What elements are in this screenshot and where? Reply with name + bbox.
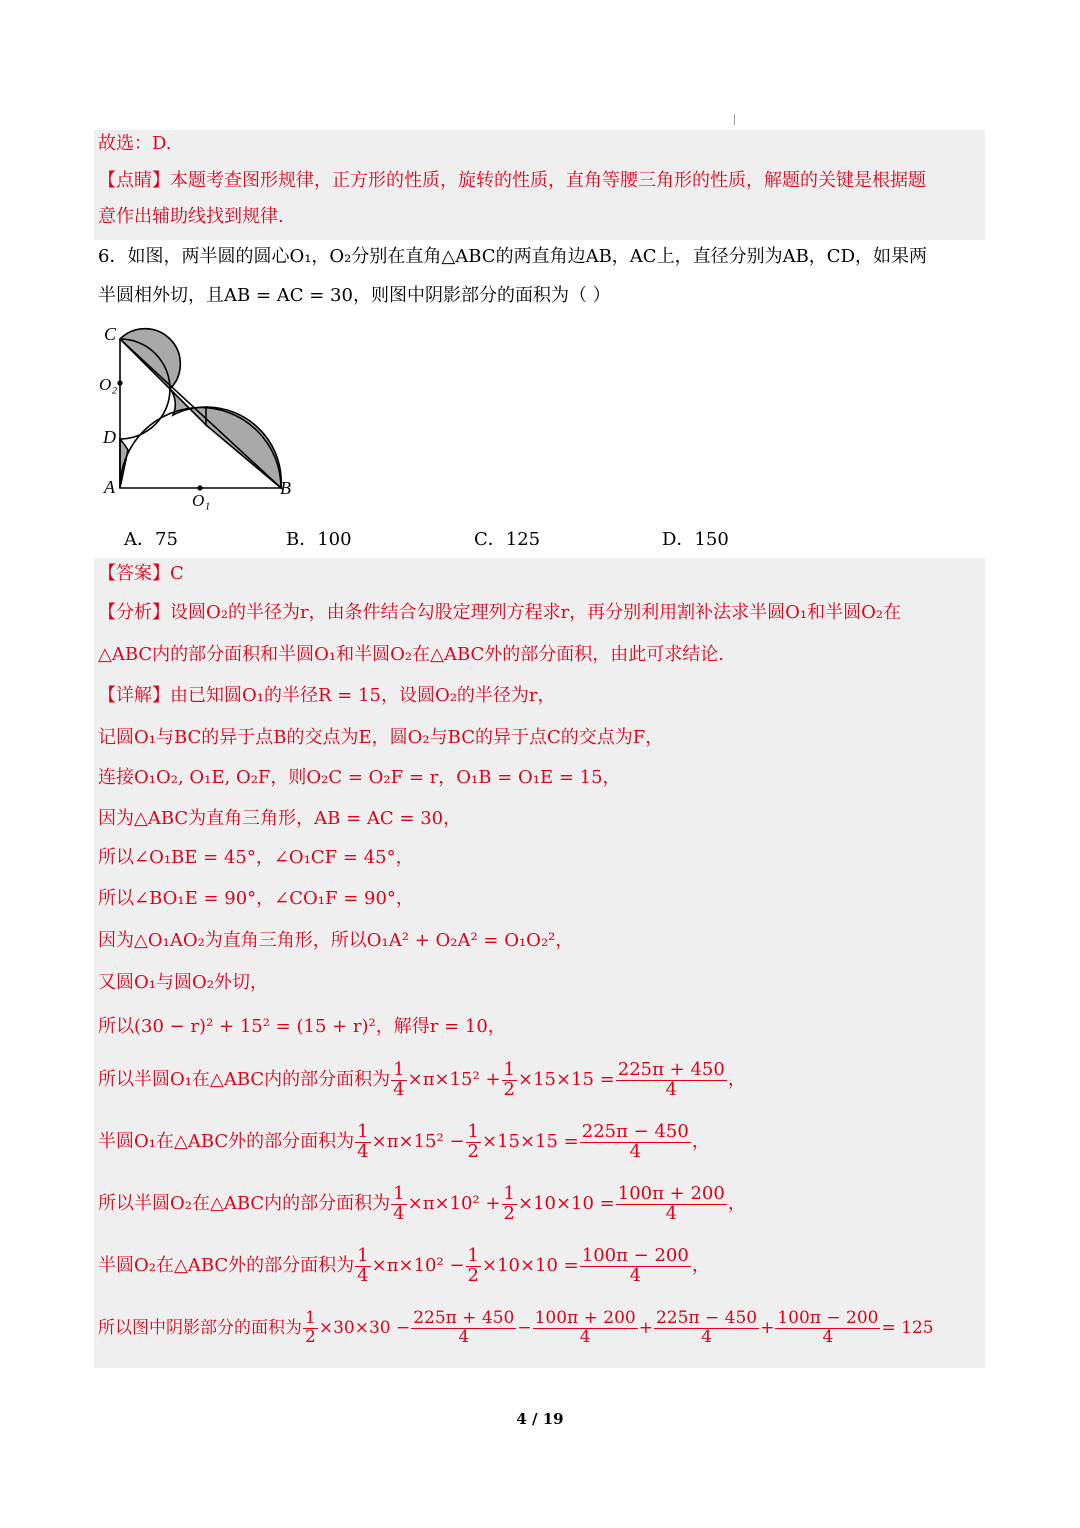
label-o2: O₂ bbox=[99, 375, 118, 394]
fraction-half: $\frac{1}{2}$ bbox=[503, 1182, 515, 1224]
analysis-line-2: △ABC内的部分面积和半圆O₁和半圆O₂在△ABC外的部分面积，由此可求结论. bbox=[98, 644, 725, 665]
shaded-region-upper bbox=[120, 329, 180, 389]
question-line-2: 半圆相外切，且AB = AC = 30，则图中阴影部分的面积为（ ） bbox=[98, 285, 611, 306]
detail-line-4: 因为△ABC为直角三角形，AB = AC = 30， bbox=[98, 808, 462, 829]
page-tick-mark bbox=[734, 114, 735, 125]
fraction-quarter: $\frac{1}{4}$ bbox=[393, 1058, 405, 1100]
detail-line-11: 半圆O₁在△ABC外的部分面积为 $\frac{1}{4}$ ×π×15² − $\frac{1}{2}$ ×15×15 = $\frac{225\pi - 450}{4}$ ， bbox=[98, 1120, 710, 1162]
choice-d[interactable]: D．150 bbox=[662, 529, 729, 550]
detail-line-1: 【详解】由已知圆O₁的半径R = 15，设圆O₂的半径为r， bbox=[98, 685, 556, 706]
d10-text: 所以半圆O₁在△ABC内的部分面积为 bbox=[98, 1069, 391, 1090]
d14-text: 所以图中阴影部分的面积为 bbox=[98, 1318, 302, 1338]
fraction-half: $\frac{1}{2}$ bbox=[467, 1120, 479, 1162]
fraction-result: $\frac{225\pi - 450}{4}$ bbox=[581, 1120, 689, 1162]
label-b: B bbox=[280, 478, 291, 498]
comment-line-2: 意作出辅助线找到规律. bbox=[98, 206, 284, 227]
fraction-term-1: $\frac{225\pi + 450}{4}$ bbox=[413, 1308, 515, 1347]
detail-line-3: 连接O₁O₂, O₁E, O₂F，则O₂C = O₂F = r，O₁B = O₁E = 15， bbox=[98, 767, 621, 788]
triangle-abc bbox=[120, 339, 281, 488]
page-number: 4 / 19 bbox=[516, 1410, 564, 1428]
label-o1: O₁ bbox=[192, 491, 211, 510]
fraction-half: $\frac{1}{2}$ bbox=[305, 1308, 316, 1347]
d12-text: 所以半圆O₂在△ABC内的部分面积为 bbox=[98, 1193, 391, 1214]
fraction-half: $\frac{1}{2}$ bbox=[503, 1058, 515, 1100]
detail-line-8: 又圆O₁与圆O₂外切， bbox=[98, 972, 268, 993]
previous-conclusion: 故选：D. bbox=[98, 133, 172, 154]
question-line-1: 6．如图，两半圆的圆心O₁，O₂分别在直角△ABC的两直角边AB，AC上，直径分别为AB，CD，如果两 bbox=[98, 246, 927, 267]
d10-expr: ×π×15² + bbox=[407, 1069, 501, 1090]
fraction-half: $\frac{1}{2}$ bbox=[467, 1244, 479, 1286]
detail-line-9: 所以(30 − r)² + 15² = (15 + r)²，解得r = 10， bbox=[98, 1016, 506, 1037]
comment-line-1: 【点睛】本题考查图形规律，正方形的性质，旋转的性质，直角等腰三角形的性质，解题的关键是根据题 bbox=[98, 170, 926, 191]
fraction-term-2: $\frac{100\pi + 200}{4}$ bbox=[534, 1308, 636, 1347]
point-o1 bbox=[197, 485, 202, 490]
fraction-result: $\frac{100\pi + 200}{4}$ bbox=[617, 1182, 725, 1224]
detail-line-6: 所以∠BO₁E = 90°，∠CO₁F = 90°， bbox=[98, 888, 414, 909]
d13-text: 半圆O₂在△ABC外的部分面积为 bbox=[98, 1255, 355, 1276]
fraction-quarter: $\frac{1}{4}$ bbox=[357, 1244, 369, 1286]
d10-expr2: ×15×15 = bbox=[517, 1069, 615, 1090]
choice-b[interactable]: B．100 bbox=[286, 529, 352, 550]
label-a: A bbox=[104, 477, 115, 497]
fraction-term-4: $\frac{100\pi - 200}{4}$ bbox=[777, 1308, 879, 1347]
analysis-line-1: 【分析】设圆O₂的半径为r，由条件结合勾股定理列方程求r，再分别利用割补法求半圆O₁和半圆O₂在 bbox=[98, 602, 902, 623]
detail-line-10: 所以半圆O₁在△ABC内的部分面积为 $\frac{1}{4}$ ×π×15² + $\frac{1}{2}$ ×15×15 = $\frac{225\pi + 450}{4}$ ， bbox=[98, 1058, 746, 1100]
point-o2 bbox=[117, 380, 122, 385]
label-d: D bbox=[103, 427, 116, 447]
detail-line-12: 所以半圆O₂在△ABC内的部分面积为 $\frac{1}{4}$ ×π×10² + $\frac{1}{2}$ ×10×10 = $\frac{100\pi + 200}{4}$ ， bbox=[98, 1182, 746, 1224]
fraction-quarter: $\frac{1}{4}$ bbox=[357, 1120, 369, 1162]
detail-line-7: 因为△O₁AO₂为直角三角形，所以O₁A² + O₂A² = O₁O₂²， bbox=[98, 930, 574, 951]
fraction-quarter: $\frac{1}{4}$ bbox=[393, 1182, 405, 1224]
detail-line-13: 半圆O₂在△ABC外的部分面积为 $\frac{1}{4}$ ×π×10² − $\frac{1}{2}$ ×10×10 = $\frac{100\pi - 200}{4}$ ， bbox=[98, 1244, 710, 1286]
answer-line: 【答案】C bbox=[98, 563, 184, 584]
choice-c[interactable]: C．125 bbox=[474, 529, 541, 550]
final-result: = 125 bbox=[881, 1318, 934, 1338]
detail-line-2: 记圆O₁与BC的异于点B的交点为E，圆O₂与BC的异于点C的交点为F， bbox=[98, 727, 664, 748]
choice-a[interactable]: A．75 bbox=[124, 529, 178, 550]
detail-line-5: 所以∠O₁BE = 45°，∠O₁CF = 45°， bbox=[98, 847, 414, 868]
fraction-result: $\frac{100\pi - 200}{4}$ bbox=[581, 1244, 689, 1286]
detail-line-14: 所以图中阴影部分的面积为 $\frac{1}{2}$ ×30×30 − $\frac{225\pi + 450}{4}$ − $\frac{100\pi + 200}{4}$ + $\frac{225\pi - 450}{4}$ + $\frac{100\pi - 200}{4}$ = 125 bbox=[98, 1308, 934, 1347]
d11-text: 半圆O₁在△ABC外的部分面积为 bbox=[98, 1131, 355, 1152]
fraction-result: $\frac{225\pi + 450}{4}$ bbox=[617, 1058, 725, 1100]
fraction-term-3: $\frac{225\pi - 450}{4}$ bbox=[655, 1308, 758, 1347]
geometry-figure bbox=[96, 320, 306, 510]
label-c: C bbox=[104, 324, 117, 344]
